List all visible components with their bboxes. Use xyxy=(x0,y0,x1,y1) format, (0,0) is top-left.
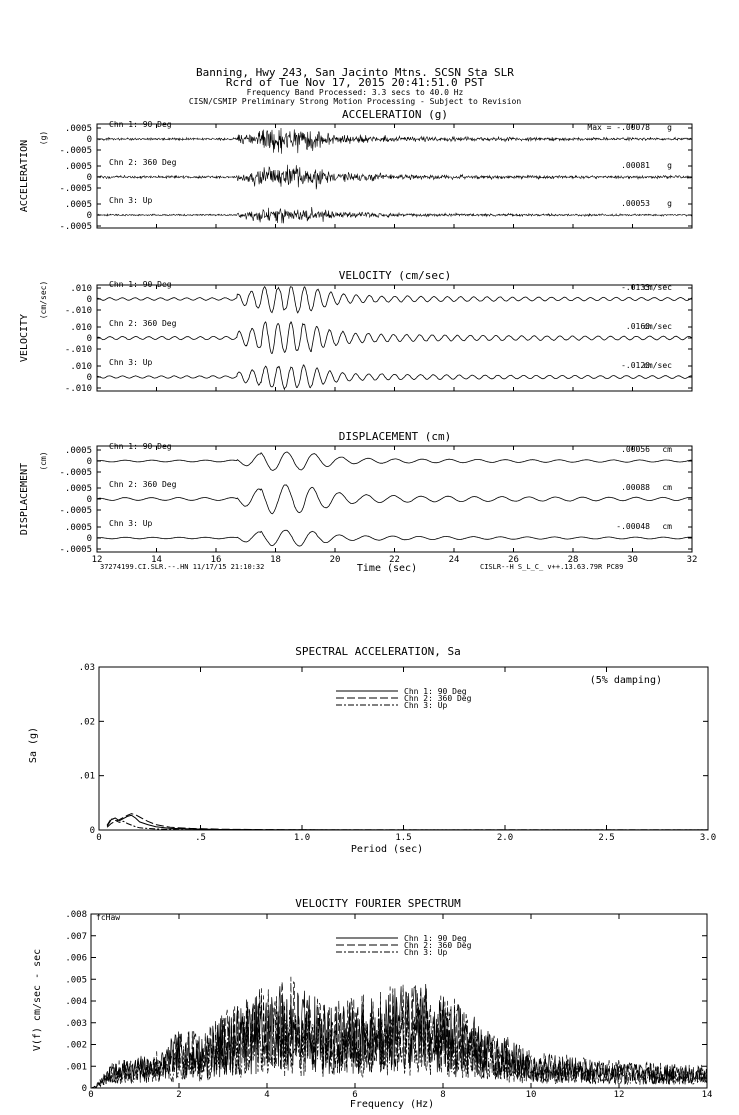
channel-label: Chn 1: 90 Deg xyxy=(109,280,172,289)
waveform-trace xyxy=(97,530,692,546)
channel-unit: cm/sec xyxy=(643,361,672,370)
y-tick-label: -.0005 xyxy=(59,468,92,478)
channel-label: Chn 1: 90 Deg xyxy=(109,120,172,129)
sa-title: SPECTRAL ACCELERATION, Sa xyxy=(295,645,461,658)
sa-x-tick-label: 2.5 xyxy=(598,833,615,843)
y-tick-label: 0 xyxy=(86,295,92,305)
channel-label: Chn 3: Up xyxy=(109,196,153,205)
panel-frame xyxy=(97,285,692,391)
y-tick-label: .010 xyxy=(70,362,92,372)
channel-label: Chn 3: Up xyxy=(109,358,153,367)
time-tick-label: 18 xyxy=(270,555,281,565)
channel-label: Chn 2: 360 Deg xyxy=(109,158,177,167)
channel-max-value: .0160 xyxy=(625,322,650,331)
channel-unit: cm xyxy=(662,522,672,531)
channel-max-value: .00056 xyxy=(621,445,650,454)
fs-x-tick-label: 8 xyxy=(440,1090,446,1100)
fs-x-tick-label: 4 xyxy=(264,1090,270,1100)
sa-x-tick-label: 1.0 xyxy=(293,833,311,843)
sa-y-tick-label: .02 xyxy=(78,717,95,728)
y-tick-label: -.0005 xyxy=(59,506,92,516)
waveform-trace xyxy=(97,287,692,313)
time-tick-label: 24 xyxy=(448,555,460,565)
sa-series-line xyxy=(107,819,708,830)
waveform-trace xyxy=(97,452,692,471)
panel-unit-label: (cm/sec) xyxy=(39,280,48,320)
displacement-panel xyxy=(19,430,692,555)
y-tick-label: .0005 xyxy=(64,124,92,134)
y-tick-label: .0005 xyxy=(64,484,92,494)
time-tick-label: 14 xyxy=(151,555,162,565)
sa-x-tick-label: 1.5 xyxy=(395,833,412,843)
y-tick-label: -.0005 xyxy=(59,146,92,156)
y-tick-label: .0005 xyxy=(64,200,92,210)
y-tick-label: .0005 xyxy=(64,446,92,456)
panel-title: VELOCITY (cm/sec) xyxy=(338,269,452,282)
fs-y-tick-label: .006 xyxy=(65,953,87,964)
fs-y-tick-label: .003 xyxy=(65,1018,87,1029)
sa-legend-label: Chn 3: Up xyxy=(404,701,448,710)
panel-side-label: VELOCITY xyxy=(19,313,30,363)
header-band: Frequency Band Processed: 3.3 secs to 40.0 Hz xyxy=(246,88,464,97)
fs-annotation: fcHaw xyxy=(96,913,121,922)
panel-title: DISPLACEMENT (cm) xyxy=(338,430,452,443)
channel-max-value: .00081 xyxy=(621,161,650,170)
y-tick-label: 0 xyxy=(86,373,92,383)
acceleration-panel xyxy=(19,108,692,232)
panel-side-label: DISPLACEMENT xyxy=(19,462,30,536)
waveform-trace xyxy=(97,365,692,389)
time-tick-label: 30 xyxy=(627,555,638,565)
sa-x-tick-label: 2.0 xyxy=(496,833,514,843)
channel-unit: cm xyxy=(662,445,672,454)
fs-x-tick-label: 14 xyxy=(701,1090,713,1100)
channel-max-value: .00088 xyxy=(621,483,650,492)
y-tick-label: .010 xyxy=(70,284,92,294)
fs-y-tick-label: .001 xyxy=(65,1062,87,1073)
y-tick-label: 0 xyxy=(86,334,92,344)
fs-y-tick-label: .007 xyxy=(65,931,87,942)
channel-unit: g xyxy=(667,199,672,208)
sa-series-line xyxy=(107,814,708,830)
time-tick-label: 28 xyxy=(567,555,579,565)
fs-y-tick-label: 0 xyxy=(81,1084,87,1094)
y-tick-label: 0 xyxy=(86,457,92,467)
fs-legend-label: Chn 1: 90 Deg xyxy=(404,934,467,943)
fs-title: VELOCITY FOURIER SPECTRUM xyxy=(295,897,461,910)
waveform-trace xyxy=(97,207,692,223)
sa-y-tick-label: .01 xyxy=(78,771,95,782)
fs-x-tick-label: 6 xyxy=(352,1090,358,1100)
spectral-acceleration-chart xyxy=(28,645,716,855)
velocity-panel xyxy=(19,269,692,394)
channel-max-value: .00053 xyxy=(621,199,650,208)
waveform-trace xyxy=(97,165,692,190)
sa-x-tick-label: 3.0 xyxy=(699,833,717,843)
fs-y-tick-label: .002 xyxy=(65,1040,87,1051)
y-tick-label: 0 xyxy=(86,211,92,221)
channel-max-value: -.0120 xyxy=(621,361,650,370)
channel-unit: cm/sec xyxy=(643,322,672,331)
channel-label: Chn 1: 90 Deg xyxy=(109,442,172,451)
sa-x-tick-label: 0 xyxy=(96,833,102,843)
header-station: Banning, Hwy 243, San Jacinto Mtns. SCSN Sta SLR xyxy=(196,66,514,79)
y-tick-label: 0 xyxy=(86,135,92,145)
y-tick-label: .010 xyxy=(70,323,92,333)
y-tick-label: .0005 xyxy=(64,523,92,533)
fs-x-tick-label: 10 xyxy=(525,1090,537,1100)
footer-record-id: 37274199.CI.SLR.--.HN 11/17/15 21:10:32 xyxy=(100,563,265,571)
panel-unit-label: (cm) xyxy=(39,451,48,471)
y-tick-label: -.010 xyxy=(64,345,92,355)
channel-unit: g xyxy=(667,161,672,170)
fs-y-tick-label: .004 xyxy=(65,997,87,1007)
fs-y-axis-label: V(f) cm/sec - sec xyxy=(32,948,43,1052)
sa-damping-note: (5% damping) xyxy=(589,675,662,686)
waveform-trace xyxy=(97,322,692,354)
panel-unit-label: (g) xyxy=(39,130,48,146)
waveform-trace xyxy=(97,485,692,514)
time-tick-label: 20 xyxy=(329,555,341,565)
channel-max-value: Max = -.00078 xyxy=(587,123,650,132)
y-tick-label: -.010 xyxy=(64,306,92,316)
y-tick-label: 0 xyxy=(86,173,92,183)
channel-max-value: -.0133 xyxy=(621,283,650,292)
y-tick-label: -.010 xyxy=(64,384,92,394)
fs-x-tick-label: 2 xyxy=(176,1090,182,1100)
sa-series-line xyxy=(107,815,708,830)
y-tick-label: .0005 xyxy=(64,162,92,172)
sa-legend-label: Chn 1: 90 Deg xyxy=(404,687,467,696)
fs-legend-label: Chn 3: Up xyxy=(404,948,448,957)
sa-x-axis-label: Period (sec) xyxy=(350,844,424,855)
time-tick-label: 22 xyxy=(389,555,400,565)
y-tick-label: -.0005 xyxy=(59,184,92,194)
y-tick-label: -.0005 xyxy=(59,222,92,232)
fs-y-tick-label: .008 xyxy=(65,910,87,920)
channel-label: Chn 3: Up xyxy=(109,519,153,528)
fs-series-line xyxy=(91,977,707,1088)
time-tick-label: 32 xyxy=(686,555,698,565)
time-tick-label: 26 xyxy=(508,555,519,565)
sa-y-axis-label: Sa (g) xyxy=(28,726,39,764)
y-tick-label: 0 xyxy=(86,534,92,544)
channel-unit: g xyxy=(667,123,672,132)
sa-y-tick-label: 0 xyxy=(89,826,95,836)
channel-label: Chn 2: 360 Deg xyxy=(109,480,177,489)
time-axis-label: Time (sec) xyxy=(356,563,418,574)
fs-x-tick-label: 0 xyxy=(88,1090,94,1100)
fs-y-tick-label: .005 xyxy=(65,975,87,986)
sa-y-tick-label: .03 xyxy=(78,663,95,673)
time-tick-label: 12 xyxy=(91,555,103,565)
time-tick-label: 16 xyxy=(210,555,222,565)
header-record: Rcrd of Tue Nov 17, 2015 20:41:51.0 PST xyxy=(225,76,485,89)
sa-x-tick-label: .5 xyxy=(195,833,206,843)
channel-label: Chn 2: 360 Deg xyxy=(109,319,177,328)
panel-title: ACCELERATION (g) xyxy=(342,108,448,121)
y-tick-label: -.0005 xyxy=(59,545,92,555)
footer-processing-id: CISLR--H S_L_C_ v++.13.63.79R PC89 xyxy=(480,563,624,571)
channel-unit: cm/sec xyxy=(643,283,672,292)
sa-legend-label: Chn 2: 360 Deg xyxy=(404,694,472,703)
fourier-spectrum-chart xyxy=(32,897,712,1110)
panel-side-label: ACCELERATION xyxy=(19,139,30,213)
fs-legend-label: Chn 2: 360 Deg xyxy=(404,941,472,950)
fs-x-tick-label: 12 xyxy=(613,1090,625,1100)
y-tick-label: 0 xyxy=(86,495,92,505)
channel-max-value: -.00048 xyxy=(616,522,650,531)
channel-unit: cm xyxy=(662,483,672,492)
header-disclaimer: CISN/CSMIP Preliminary Strong Motion Processing - Subject to Revision xyxy=(188,97,522,106)
fs-x-axis-label: Frequency (Hz) xyxy=(349,1099,435,1110)
